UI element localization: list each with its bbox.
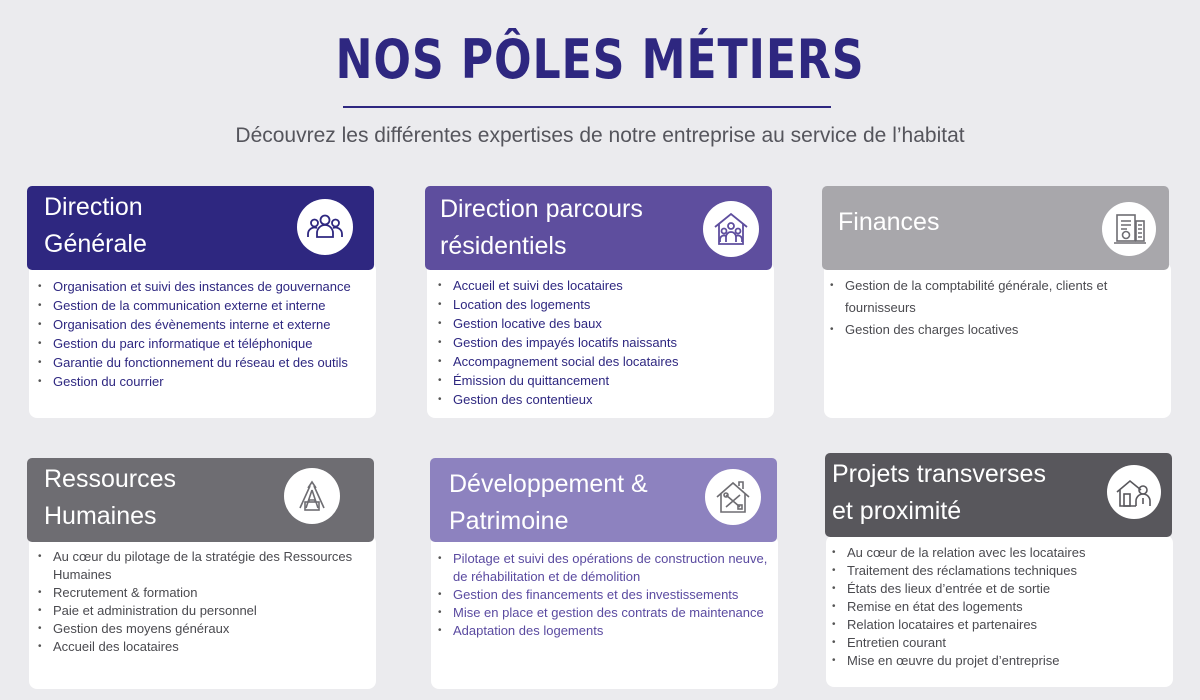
list-item: • Gestion du parc informatique et téléphonique <box>38 334 368 353</box>
list-item: • Émission du quittancement <box>438 371 768 390</box>
list-item: • Gestion du courrier <box>38 372 368 391</box>
list-item: • Organisation des évènements interne et externe <box>38 315 368 334</box>
list-item: • États des lieux d’entrée et de sortie <box>832 580 1162 598</box>
list-item: • Relation locataires et partenaires <box>832 616 1162 634</box>
list-item: • Mise en place et gestion des contrats de maintenance <box>438 604 778 622</box>
list-item: • Gestion des charges locatives <box>830 319 1160 341</box>
pole-items-developpement <box>438 550 778 640</box>
list-item: • Traitement des réclamations techniques <box>832 562 1162 580</box>
pole-header-direction-generale <box>27 186 374 270</box>
pole-title: Direction Générale <box>44 193 147 258</box>
list-item: • Location des logements <box>438 295 768 314</box>
list-item: • Gestion locative des baux <box>438 314 768 333</box>
list-item: • Gestion de la communication externe et interne <box>38 296 368 315</box>
list-item: • Gestion de la comptabilité générale, clients et fournisseurs <box>830 275 1160 319</box>
pole-header-projets <box>825 453 1172 537</box>
accounting-icon <box>1102 202 1156 256</box>
list-item: • Pilotage et suivi des opérations de construction neuve, de réhabilitation et de démolition <box>438 550 778 586</box>
page-title: NOS PÔLES MÉTIERS <box>335 28 865 91</box>
pole-items-direction-parcours <box>438 276 768 409</box>
list-item: • Au cœur de la relation avec les locataires <box>832 544 1162 562</box>
list-item: • Accueil et suivi des locataires <box>438 276 768 295</box>
hands-together-icon <box>284 468 340 524</box>
list-item: • Gestion des impayés locatifs naissants <box>438 333 768 352</box>
pole-items-projets <box>832 544 1162 670</box>
list-item: • Garantie du fonctionnement du réseau et des outils <box>38 353 368 372</box>
pole-items-direction-generale <box>38 277 368 391</box>
title-divider <box>343 106 831 108</box>
list-item: • Paie et administration du personnel <box>38 602 368 620</box>
pole-title: Ressources Humaines <box>44 465 176 530</box>
house-tools-icon <box>705 469 761 525</box>
pole-title: Finances <box>838 208 940 236</box>
list-item: • Entretien courant <box>832 634 1162 652</box>
list-item: • Organisation et suivi des instances de gouvernance <box>38 277 368 296</box>
list-item: • Gestion des financements et des investissements <box>438 586 778 604</box>
list-item: • Mise en œuvre du projet d’entreprise <box>832 652 1162 670</box>
people-group-icon <box>297 199 353 255</box>
pole-items-ressources-humaines <box>38 548 368 656</box>
pole-header-finances <box>822 186 1169 270</box>
house-person-icon <box>1107 465 1161 519</box>
page-subtitle: Découvrez les différentes expertises de notre entreprise au service de l’habitat <box>235 124 965 147</box>
pole-header-developpement <box>430 458 777 542</box>
list-item: • Remise en état des logements <box>832 598 1162 616</box>
pole-header-ressources-humaines <box>27 458 374 542</box>
pole-items-finances <box>830 275 1160 341</box>
list-item: • Recrutement & formation <box>38 584 368 602</box>
list-item: • Gestion des moyens généraux <box>38 620 368 638</box>
pole-header-direction-parcours <box>425 186 772 270</box>
list-item: • Au cœur du pilotage de la stratégie des Ressources Humaines <box>38 548 368 584</box>
pole-title: Projets transverses et proximité <box>832 460 1046 525</box>
family-house-icon <box>703 201 759 257</box>
list-item: • Accueil des locataires <box>38 638 368 656</box>
list-item: • Accompagnement social des locataires <box>438 352 768 371</box>
list-item: • Gestion des contentieux <box>438 390 768 409</box>
pole-title: Développement & Patrimoine <box>449 470 648 535</box>
list-item: • Adaptation des logements <box>438 622 778 640</box>
pole-title: Direction parcours résidentiels <box>440 195 643 260</box>
